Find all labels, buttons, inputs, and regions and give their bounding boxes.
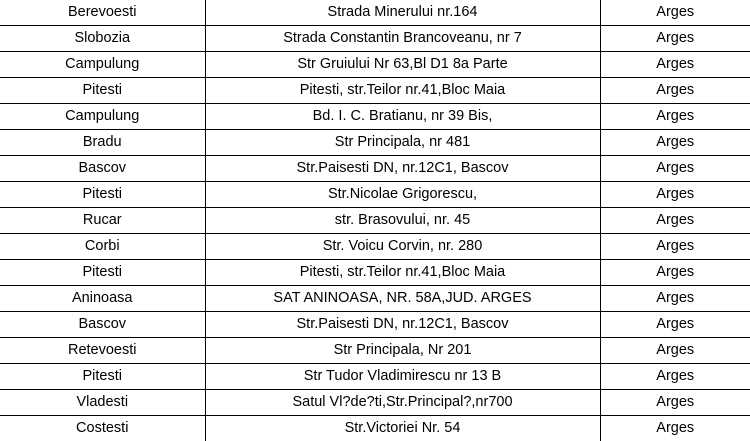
cell-county: Arges xyxy=(600,260,750,286)
cell-county: Arges xyxy=(600,26,750,52)
table-row xyxy=(0,78,750,104)
cell-address: str. Brasovului, nr. 45 xyxy=(205,208,600,234)
cell-address: Str.Victoriei Nr. 54 xyxy=(205,416,600,441)
table-row xyxy=(0,0,750,26)
cell-county: Arges xyxy=(600,52,750,78)
table-row xyxy=(0,260,750,286)
cell-locality: Slobozia xyxy=(0,26,205,52)
cell-county: Arges xyxy=(600,182,750,208)
cell-locality: Costesti xyxy=(0,416,205,441)
cell-locality: Corbi xyxy=(0,234,205,260)
table-row xyxy=(0,52,750,78)
table-row xyxy=(0,130,750,156)
cell-county: Arges xyxy=(600,208,750,234)
cell-address: Str.Paisesti DN, nr.12C1, Bascov xyxy=(205,156,600,182)
cell-address: Str. Voicu Corvin, nr. 280 xyxy=(205,234,600,260)
cell-locality: Retevoesti xyxy=(0,338,205,364)
cell-locality: Berevoesti xyxy=(0,0,205,26)
cell-locality: Bradu xyxy=(0,130,205,156)
table-row xyxy=(0,338,750,364)
cell-address: Str.Paisesti DN, nr.12C1, Bascov xyxy=(205,312,600,338)
cell-county: Arges xyxy=(600,130,750,156)
table-row xyxy=(0,286,750,312)
cell-locality: Bascov xyxy=(0,156,205,182)
cell-address: Satul Vl?de?ti,Str.Principal?,nr700 xyxy=(205,390,600,416)
cell-address: SAT ANINOASA, NR. 58A,JUD. ARGES xyxy=(205,286,600,312)
cell-locality: Bascov xyxy=(0,312,205,338)
table-row xyxy=(0,26,750,52)
cell-county: Arges xyxy=(600,234,750,260)
cell-address: Pitesti, str.Teilor nr.41,Bloc Maia xyxy=(205,78,600,104)
cell-locality: Pitesti xyxy=(0,260,205,286)
cell-county: Arges xyxy=(600,312,750,338)
cell-county: Arges xyxy=(600,286,750,312)
cell-locality: Campulung xyxy=(0,104,205,130)
cell-county: Arges xyxy=(600,390,750,416)
cell-address: Str.Nicolae Grigorescu, xyxy=(205,182,600,208)
table-row xyxy=(0,416,750,441)
cell-county: Arges xyxy=(600,364,750,390)
table-row xyxy=(0,208,750,234)
cell-county: Arges xyxy=(600,416,750,441)
cell-county: Arges xyxy=(600,156,750,182)
cell-county: Arges xyxy=(600,338,750,364)
cell-county: Arges xyxy=(600,78,750,104)
table-row xyxy=(0,312,750,338)
cell-locality: Rucar xyxy=(0,208,205,234)
cell-county: Arges xyxy=(600,104,750,130)
cell-locality: Vladesti xyxy=(0,390,205,416)
table-row xyxy=(0,104,750,130)
cell-address: Bd. I. C. Bratianu, nr 39 Bis, xyxy=(205,104,600,130)
cell-locality: Pitesti xyxy=(0,364,205,390)
cell-county: Arges xyxy=(600,0,750,26)
cell-locality: Pitesti xyxy=(0,182,205,208)
cell-address: Str Tudor Vladimirescu nr 13 B xyxy=(205,364,600,390)
cell-locality: Campulung xyxy=(0,52,205,78)
table-row xyxy=(0,156,750,182)
cell-locality: Pitesti xyxy=(0,78,205,104)
cell-address: Str Gruiului Nr 63,Bl D1 8a Parte xyxy=(205,52,600,78)
cell-locality: Aninoasa xyxy=(0,286,205,312)
table-row xyxy=(0,364,750,390)
cell-address: Pitesti, str.Teilor nr.41,Bloc Maia xyxy=(205,260,600,286)
cell-address: Str Principala, Nr 201 xyxy=(205,338,600,364)
cell-address: Strada Minerului nr.164 xyxy=(205,0,600,26)
table-row xyxy=(0,234,750,260)
table-row xyxy=(0,390,750,416)
table-row xyxy=(0,182,750,208)
cell-address: Str Principala, nr 481 xyxy=(205,130,600,156)
cell-address: Strada Constantin Brancoveanu, nr 7 xyxy=(205,26,600,52)
